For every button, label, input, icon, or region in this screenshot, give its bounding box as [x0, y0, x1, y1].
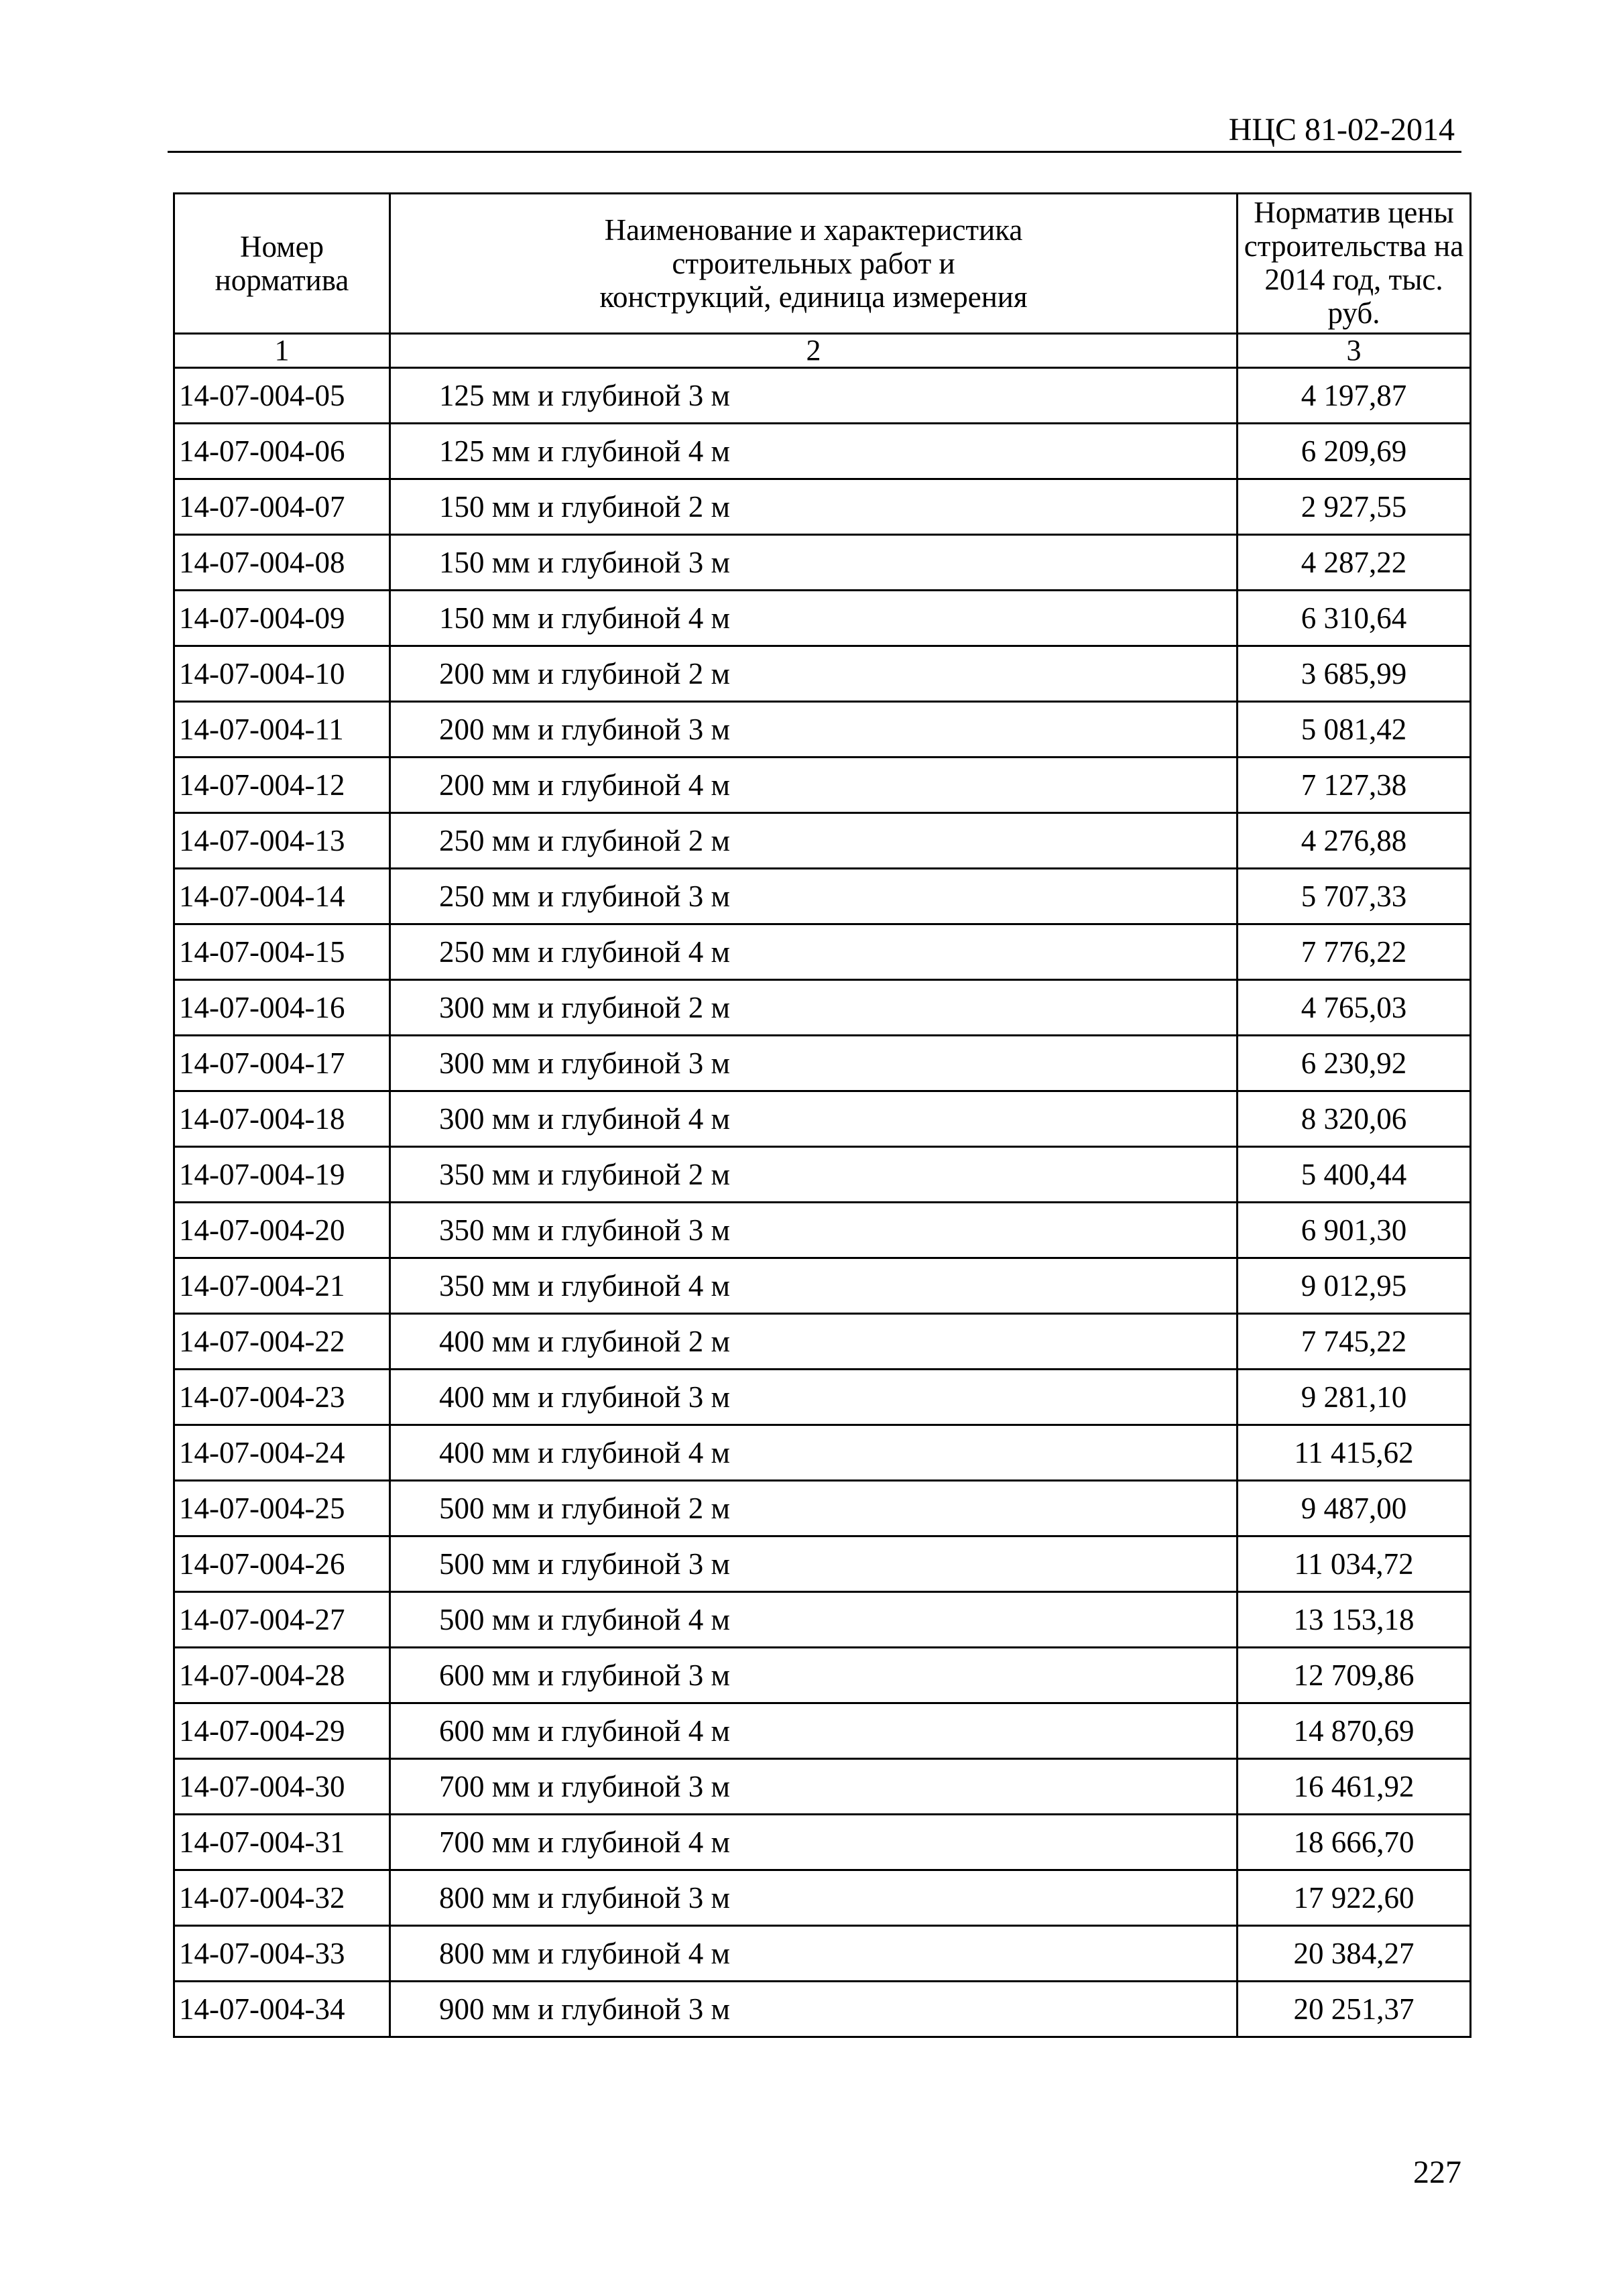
- price-cell: 17 922,60: [1238, 1870, 1471, 1926]
- norm-code-cell: 14-07-004-18: [174, 1091, 390, 1147]
- description-cell: 350 мм и глубиной 3 м: [390, 1203, 1238, 1258]
- price-cell: 7 745,22: [1238, 1314, 1471, 1370]
- norm-code-cell: 14-07-004-25: [174, 1481, 390, 1536]
- column-number: 2: [390, 334, 1238, 368]
- page-number: 227: [1413, 2155, 1461, 2190]
- table-row: [174, 702, 1471, 758]
- table-row: [174, 1536, 1471, 1592]
- description-cell: 150 мм и глубиной 2 м: [390, 479, 1238, 535]
- table-row: [174, 646, 1471, 702]
- description-cell: 500 мм и глубиной 2 м: [390, 1481, 1238, 1536]
- description-cell: 250 мм и глубиной 2 м: [390, 813, 1238, 869]
- table-row: [174, 1258, 1471, 1314]
- norm-table: [173, 192, 1471, 2038]
- description-cell: 900 мм и глубиной 3 м: [390, 1982, 1238, 2037]
- norm-code-cell: 14-07-004-21: [174, 1258, 390, 1314]
- description-cell: 800 мм и глубиной 3 м: [390, 1870, 1238, 1926]
- price-cell: 4 765,03: [1238, 980, 1471, 1036]
- description-cell: 400 мм и глубиной 3 м: [390, 1370, 1238, 1425]
- table-row: [174, 1592, 1471, 1648]
- price-cell: 13 153,18: [1238, 1592, 1471, 1648]
- table-row: [174, 591, 1471, 646]
- price-cell: 4 197,87: [1238, 368, 1471, 424]
- price-cell: 9 281,10: [1238, 1370, 1471, 1425]
- table-row: [174, 1147, 1471, 1203]
- description-cell: 200 мм и глубиной 4 м: [390, 758, 1238, 813]
- norm-code-cell: 14-07-004-33: [174, 1926, 390, 1982]
- description-cell: 600 мм и глубиной 3 м: [390, 1648, 1238, 1703]
- price-cell: 14 870,69: [1238, 1703, 1471, 1759]
- description-cell: 700 мм и глубиной 3 м: [390, 1759, 1238, 1815]
- table-row: [174, 1926, 1471, 1982]
- description-cell: 125 мм и глубиной 4 м: [390, 424, 1238, 479]
- column-header-number: Номер норматива: [174, 194, 390, 334]
- description-cell: 250 мм и глубиной 3 м: [390, 869, 1238, 924]
- column-header-price: Норматив цены строительства на 2014 год, тыс. руб.: [1238, 194, 1471, 334]
- table-row: [174, 1481, 1471, 1536]
- table-row: [174, 813, 1471, 869]
- description-cell: 300 мм и глубиной 3 м: [390, 1036, 1238, 1091]
- price-cell: 6 230,92: [1238, 1036, 1471, 1091]
- table-row: [174, 758, 1471, 813]
- description-cell: 500 мм и глубиной 4 м: [390, 1592, 1238, 1648]
- table-row: [174, 424, 1471, 479]
- price-cell: 3 685,99: [1238, 646, 1471, 702]
- table-row: [174, 1648, 1471, 1703]
- description-cell: 150 мм и глубиной 3 м: [390, 535, 1238, 591]
- norm-code-cell: 14-07-004-28: [174, 1648, 390, 1703]
- price-cell: 4 287,22: [1238, 535, 1471, 591]
- description-cell: 250 мм и глубиной 4 м: [390, 924, 1238, 980]
- description-cell: 300 мм и глубиной 4 м: [390, 1091, 1238, 1147]
- price-cell: 7 127,38: [1238, 758, 1471, 813]
- norm-code-cell: 14-07-004-29: [174, 1703, 390, 1759]
- description-cell: 350 мм и глубиной 4 м: [390, 1258, 1238, 1314]
- table-row: [174, 1370, 1471, 1425]
- norm-code-cell: 14-07-004-14: [174, 869, 390, 924]
- header-rule: [168, 151, 1461, 153]
- price-cell: 2 927,55: [1238, 479, 1471, 535]
- price-cell: 20 251,37: [1238, 1982, 1471, 2037]
- description-cell: 800 мм и глубиной 4 м: [390, 1926, 1238, 1982]
- norm-code-cell: 14-07-004-11: [174, 702, 390, 758]
- price-cell: 5 081,42: [1238, 702, 1471, 758]
- norm-code-cell: 14-07-004-16: [174, 980, 390, 1036]
- price-cell: 5 707,33: [1238, 869, 1471, 924]
- norm-code-cell: 14-07-004-31: [174, 1815, 390, 1870]
- norm-code-cell: 14-07-004-13: [174, 813, 390, 869]
- norm-code-cell: 14-07-004-24: [174, 1425, 390, 1481]
- price-cell: 18 666,70: [1238, 1815, 1471, 1870]
- description-cell: 350 мм и глубиной 2 м: [390, 1147, 1238, 1203]
- price-cell: 8 320,06: [1238, 1091, 1471, 1147]
- price-cell: 11 034,72: [1238, 1536, 1471, 1592]
- price-cell: 9 012,95: [1238, 1258, 1471, 1314]
- column-number: 3: [1238, 334, 1471, 368]
- description-cell: 150 мм и глубиной 4 м: [390, 591, 1238, 646]
- norm-code-cell: 14-07-004-05: [174, 368, 390, 424]
- table-row: [174, 1314, 1471, 1370]
- table-row: [174, 1036, 1471, 1091]
- norm-code-cell: 14-07-004-34: [174, 1982, 390, 2037]
- table-row: [174, 1982, 1471, 2037]
- norm-code-cell: 14-07-004-26: [174, 1536, 390, 1592]
- norm-code-cell: 14-07-004-07: [174, 479, 390, 535]
- norm-code-cell: 14-07-004-32: [174, 1870, 390, 1926]
- column-number-row: [174, 334, 1471, 368]
- table-row: [174, 1870, 1471, 1926]
- table-row: [174, 1759, 1471, 1815]
- description-cell: 600 мм и глубиной 4 м: [390, 1703, 1238, 1759]
- table-row: [174, 535, 1471, 591]
- column-header-name: Наименование и характеристика строительных работ и конструкций, единица измерения: [390, 194, 1238, 334]
- norm-code-cell: 14-07-004-12: [174, 758, 390, 813]
- description-cell: 200 мм и глубиной 3 м: [390, 702, 1238, 758]
- norm-code-cell: 14-07-004-10: [174, 646, 390, 702]
- table-row: [174, 1425, 1471, 1481]
- table-row: [174, 1703, 1471, 1759]
- price-cell: 4 276,88: [1238, 813, 1471, 869]
- table-row: [174, 1815, 1471, 1870]
- table-row: [174, 1091, 1471, 1147]
- price-cell: 12 709,86: [1238, 1648, 1471, 1703]
- price-cell: 7 776,22: [1238, 924, 1471, 980]
- description-cell: 125 мм и глубиной 3 м: [390, 368, 1238, 424]
- norm-code-cell: 14-07-004-30: [174, 1759, 390, 1815]
- table-header-row: [174, 194, 1471, 334]
- norm-code-cell: 14-07-004-15: [174, 924, 390, 980]
- norm-code-cell: 14-07-004-22: [174, 1314, 390, 1370]
- description-cell: 400 мм и глубиной 2 м: [390, 1314, 1238, 1370]
- price-cell: 6 209,69: [1238, 424, 1471, 479]
- description-cell: 400 мм и глубиной 4 м: [390, 1425, 1238, 1481]
- norm-code-cell: 14-07-004-27: [174, 1592, 390, 1648]
- table-row: [174, 924, 1471, 980]
- price-cell: 16 461,92: [1238, 1759, 1471, 1815]
- column-number: 1: [174, 334, 390, 368]
- price-cell: 11 415,62: [1238, 1425, 1471, 1481]
- price-cell: 20 384,27: [1238, 1926, 1471, 1982]
- description-cell: 500 мм и глубиной 3 м: [390, 1536, 1238, 1592]
- description-cell: 700 мм и глубиной 4 м: [390, 1815, 1238, 1870]
- table-row: [174, 869, 1471, 924]
- norm-code-cell: 14-07-004-08: [174, 535, 390, 591]
- table-row: [174, 1203, 1471, 1258]
- document-code: НЦС 81-02-2014: [1228, 112, 1455, 147]
- price-cell: 6 901,30: [1238, 1203, 1471, 1258]
- norm-code-cell: 14-07-004-09: [174, 591, 390, 646]
- norm-code-cell: 14-07-004-17: [174, 1036, 390, 1091]
- norm-code-cell: 14-07-004-19: [174, 1147, 390, 1203]
- table-row: [174, 368, 1471, 424]
- norm-code-cell: 14-07-004-23: [174, 1370, 390, 1425]
- table-row: [174, 479, 1471, 535]
- price-cell: 5 400,44: [1238, 1147, 1471, 1203]
- table-row: [174, 980, 1471, 1036]
- price-cell: 9 487,00: [1238, 1481, 1471, 1536]
- description-cell: 300 мм и глубиной 2 м: [390, 980, 1238, 1036]
- description-cell: 200 мм и глубиной 2 м: [390, 646, 1238, 702]
- norm-code-cell: 14-07-004-06: [174, 424, 390, 479]
- norm-code-cell: 14-07-004-20: [174, 1203, 390, 1258]
- price-cell: 6 310,64: [1238, 591, 1471, 646]
